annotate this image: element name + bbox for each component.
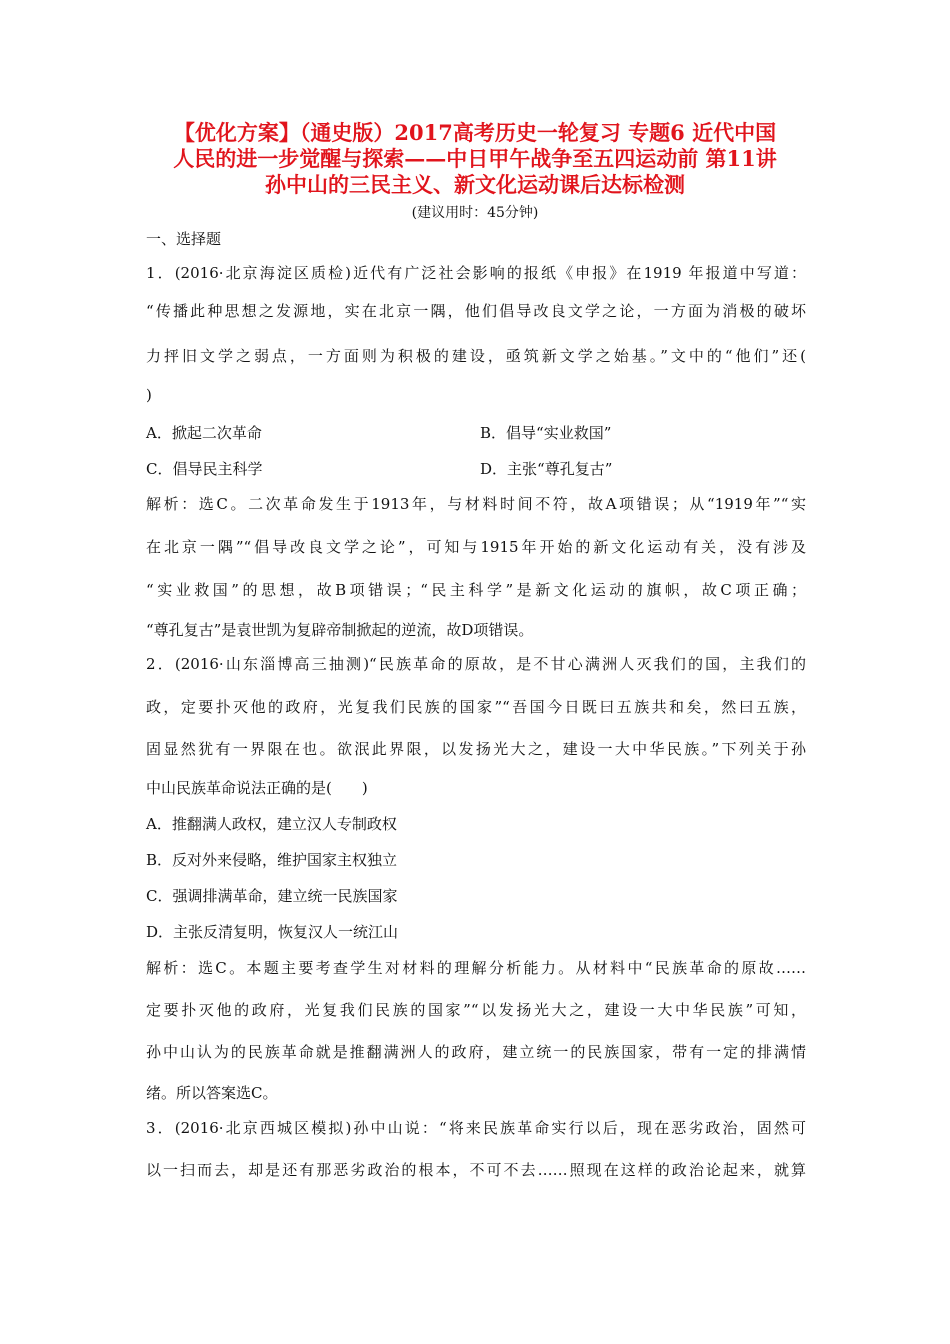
q3-line-2: 以一扫而去，却是还有那恶劣政治的根本，不可不去……照现在这样的政治论起来，就算 [146,1161,806,1179]
q1-line-2: “传播此种思想之发源地，实在北京一隅，他们倡导改良文学之论，一方面为消极的破坏 [146,302,806,320]
q1-analysis-line-4: “尊孔复古”是袁世凯为复辟帝制掀起的逆流，故D项错误。 [146,621,534,639]
q2-option-c: C．强调排满革命，建立统一民族国家 [146,887,398,905]
q1-option-c: C．倡导民主科学 [146,460,263,478]
q2-line-2: 政，定要扑灭他的政府，光复我们民族的国家”“吾国今日既曰五族共和矣，然曰五族， [146,698,806,716]
q1-analysis-line-1: 解析：选C。二次革命发生于1913年，与材料时间不符，故A项错误；从“1919年”“实 [146,495,806,513]
title-line-2: 人民的进一步觉醒与探索——中日甲午战争至五四运动前 第11讲 [173,146,777,171]
q1-option-b: B．倡导“实业救国” [480,424,612,442]
q2-analysis-line-3: 孙中山认为的民族革命就是推翻满洲人的政府，建立统一的民族国家，带有一定的排满情 [146,1043,806,1061]
q1-analysis-line-3: “实业救国”的思想，故B项错误；“民主科学”是新文化运动的旗帜，故C项正确； [146,581,806,599]
q1-option-d: D．主张“尊孔复古” [480,460,613,478]
q1-line-3: 力抨旧文学之弱点，一方面则为积极的建设，亟筑新文学之始基。”文中的“他们”还( [146,347,806,365]
q2-option-a: A．推翻满人政权，建立汉人专制政权 [146,815,397,833]
q2-analysis-line-2: 定要扑灭他的政府，光复我们民族的国家”“以发扬光大之，建设一大中华民族”可知， [146,1001,806,1019]
q1-analysis-line-2: 在北京一隅”“倡导改良文学之论”，可知与1915年开始的新文化运动有关，没有涉及 [146,538,806,556]
q3-line-1: 3．(2016·北京西城区模拟)孙中山说：“将来民族革命实行以后，现在恶劣政治，固然可 [146,1119,806,1137]
title-line-1: 【优化方案】（通史版）2017高考历史一轮复习 专题6 近代中国 [173,120,777,145]
q1-line-1: 1．(2016·北京海淀区质检)近代有广泛社会影响的报纸《申报》在1919 年报道中写道： [146,264,806,282]
title-line-3: 孙中山的三民主义、新文化运动课后达标检测 [265,172,685,197]
q2-option-d: D．主张反清复明，恢复汉人一统江山 [146,923,399,941]
q2-option-b: B．反对外来侵略，维护国家主权独立 [146,851,398,869]
q1-option-a: A．掀起二次革命 [146,424,262,442]
q2-analysis-line-4: 绪。所以答案选C。 [146,1084,278,1102]
document-title [100,120,850,198]
suggested-time: (建议用时：45分钟) [411,205,539,221]
q2-line-1: 2．(2016·山东淄博高三抽测)“民族革命的原故，是不甘心满洲人灭我们的国，主我们的 [146,655,806,673]
q2-analysis-line-1: 解析：选C。本题主要考查学生对材料的理解分析能力。从材料中“民族革命的原故…… [146,959,806,977]
q2-line-3: 固显然犹有一界限在也。欲泯此界限，以发扬光大之，建设一大中华民族。”下列关于孙 [146,740,806,758]
q2-line-4: 中山民族革命说法正确的是( ) [146,779,368,797]
q1-line-4: ) [146,386,152,404]
section-heading: 一、选择题 [146,230,222,248]
